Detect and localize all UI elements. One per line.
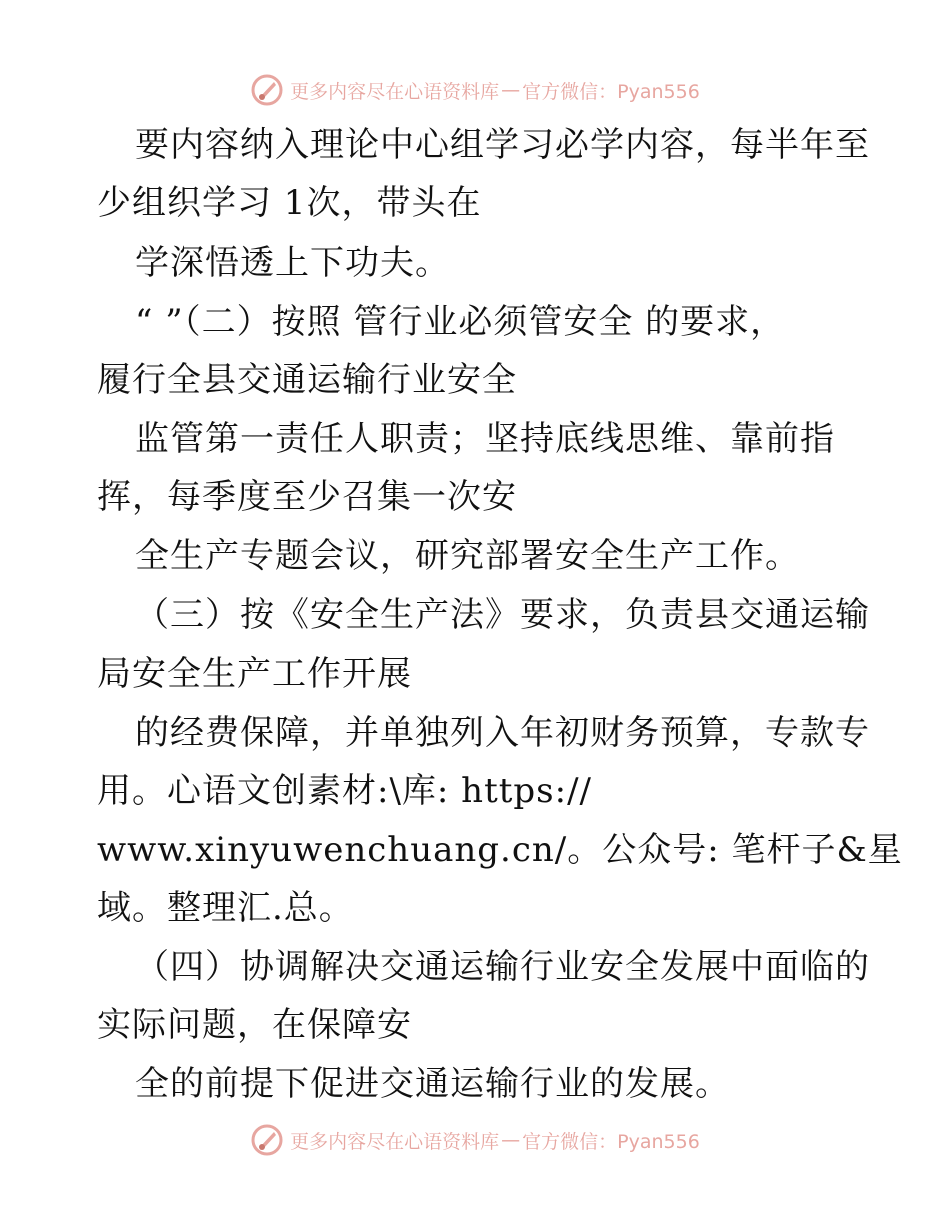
text-line: 监管第一责任人职责；坚持底线思维、靠前指 <box>135 419 835 459</box>
watermark-separator: — <box>501 79 521 101</box>
quill-seal-icon <box>250 73 284 107</box>
text-line: 局安全生产工作开展 <box>97 654 412 694</box>
text-line: 要内容纳入理论中心组学习必学内容，每半年至 <box>135 125 870 165</box>
text-line: 履行全县交通运输行业安全 <box>97 360 517 400</box>
text-line: 的经费保障，并单独列入年初财务预算，专款专 <box>135 713 870 753</box>
watermark-main-text: 更多内容尽在心语资料库 <box>290 1130 500 1153</box>
text-line: 全生产专题会议，研究部署安全生产工作。 <box>135 536 800 576</box>
footer-watermark <box>0 1120 950 1160</box>
watermark-wechat-text: 官方微信：Pyan556 <box>522 80 700 103</box>
text-line: 挥，每季度至少召集一次安 <box>97 477 517 517</box>
text-line: （三）按《安全生产法》要求，负责县交通运输 <box>135 595 870 635</box>
text-line: “ ”（二）按照 管行业必须管安全 的要求， <box>135 302 786 342</box>
text-line: 少组织学习 1次，带头在 <box>97 183 482 223</box>
watermark-separator: — <box>501 1129 521 1151</box>
text-line: （四）协调解决交通运输行业安全发展中面临的 <box>135 947 870 987</box>
text-line: www.xinyuwenchuang.cn/。公众号: 笔杆子&星 <box>97 830 903 870</box>
text-line: 全的前提下促进交通运输行业的发展。 <box>135 1064 730 1104</box>
quill-seal-icon <box>250 1123 284 1157</box>
header-watermark <box>0 70 950 110</box>
text-line: 学深悟透上下功夫。 <box>135 243 450 283</box>
watermark-main-text: 更多内容尽在心语资料库 <box>290 80 500 103</box>
text-line: 实际问题，在保障安 <box>97 1005 412 1045</box>
watermark-wechat-text: 官方微信：Pyan556 <box>522 1130 700 1153</box>
text-line: 用。心语文创素材:\库: https:// <box>97 771 592 811</box>
text-line: 域。整理汇.总。 <box>97 888 354 928</box>
